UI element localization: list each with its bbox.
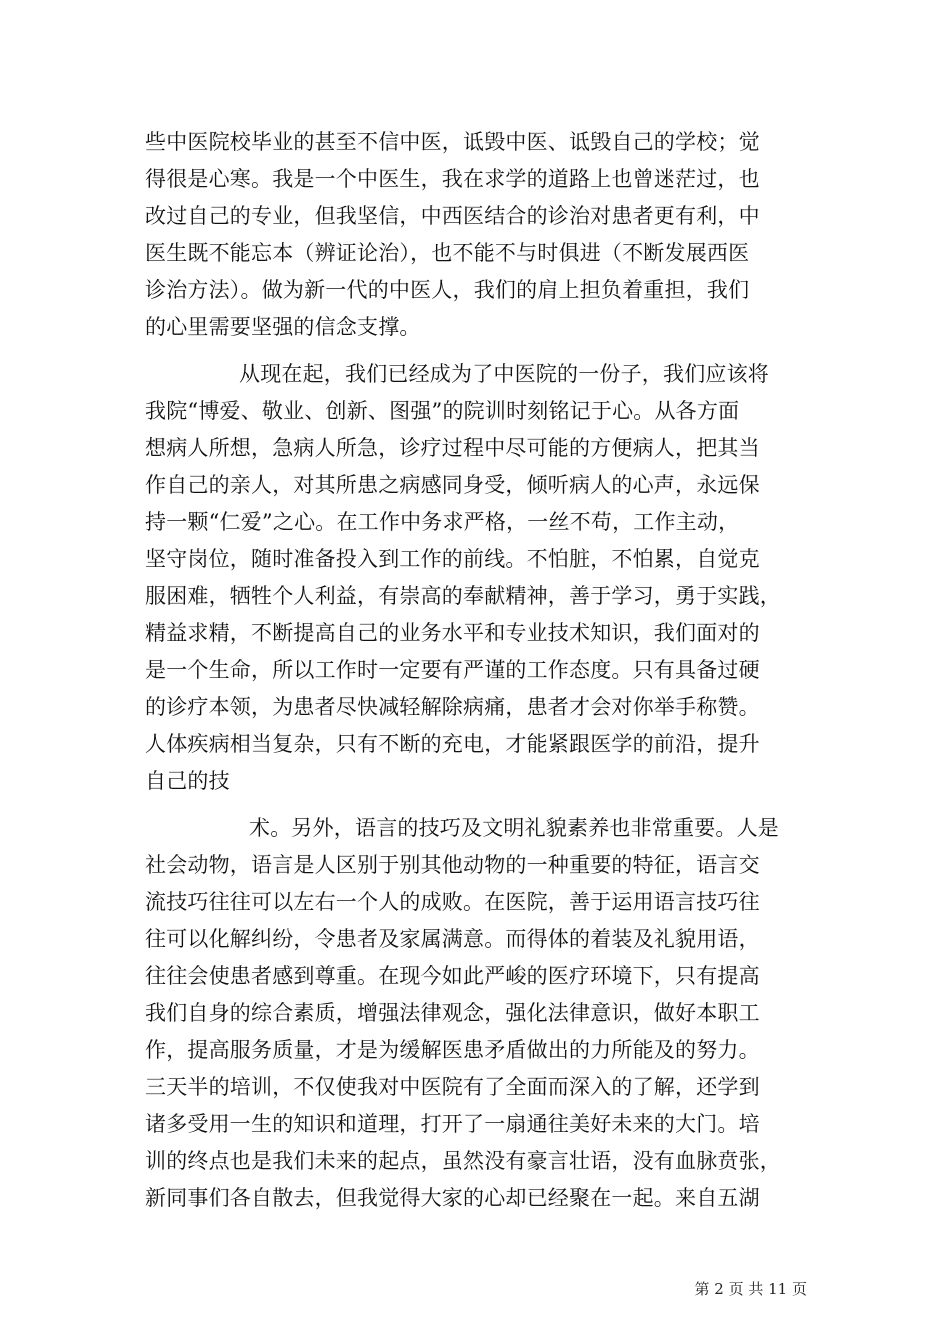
text-line: 我院“博爱、敬业、创新、图强”的院训时刻铭记于心。从各方面 <box>145 399 740 423</box>
paragraph-gap <box>145 800 807 810</box>
text-line: 医生既不能忘本（辨证论治），也不能不与时俱进（不断发展西医 <box>145 241 750 265</box>
text-line: 作，提高服务质量，才是为缓解医患矛盾做出的力所能及的努力。 <box>145 1038 760 1062</box>
text-line: 些中医院校毕业的甚至不信中医，诋毁中医、诋毁自己的学校；觉 <box>145 130 760 154</box>
paragraph-1 <box>145 124 807 346</box>
text-line: 往可以化解纠纷，令患者及家属满意。而得体的着装及礼貌用语， <box>145 927 760 951</box>
text-line: 术。另外，语言的技巧及文明礼貌素养也非常重要。人是 <box>249 816 779 840</box>
text-line: 自己的技 <box>145 769 230 793</box>
paragraph-3 <box>145 810 807 1217</box>
document-page <box>145 124 807 1217</box>
paragraph-2 <box>145 356 807 800</box>
page-number-footer: 第 2 页 共 11 页 <box>694 1280 807 1298</box>
text-line: 社会动物，语言是人区别于别其他动物的一种重要的特征，语言交 <box>145 853 760 877</box>
text-line: 流技巧往往可以左右一个人的成败。在医院，善于运用语言技巧往 <box>145 890 760 914</box>
text-line: 新同事们各自散去，但我觉得大家的心却已经聚在一起。来自五湖 <box>145 1186 760 1210</box>
text-line: 的心里需要坚强的信念支撑。 <box>145 315 421 339</box>
text-line: 诊治方法）。做为新一代的中医人，我们的肩上担负着重担，我们 <box>145 278 750 302</box>
paragraph-gap <box>145 346 807 356</box>
text-line: 想病人所想，急病人所急，诊疗过程中尽可能的方便病人，把其当 <box>145 436 760 460</box>
text-line: 训的终点也是我们未来的起点，虽然没有豪言壮语，没有血脉贲张， <box>145 1149 781 1173</box>
text-line: 坚守岗位，随时准备投入到工作的前线。不怕脏，不怕累，自觉克 <box>145 547 760 571</box>
text-line: 往往会使患者感到尊重。在现今如此严峻的医疗环境下，只有提高 <box>145 964 760 988</box>
text-line: 诸多受用一生的知识和道理，打开了一扇通往美好未来的大门。培 <box>145 1112 760 1136</box>
text-line: 服困难，牺牲个人利益，有崇高的奉献精神，善于学习，勇于实践， <box>145 584 781 608</box>
text-line: 三天半的培训，不仅使我对中医院有了全面而深入的了解，还学到 <box>145 1075 760 1099</box>
text-line: 持一颗“仁爱”之心。在工作中务求严格，一丝不苟，工作主动， <box>145 510 740 534</box>
text-line: 我们自身的综合素质，增强法律观念，强化法律意识，做好本职工 <box>145 1001 760 1025</box>
text-line: 人体疾病相当复杂，只有不断的充电，才能紧跟医学的前沿，提升 <box>145 732 760 756</box>
text-line: 从现在起，我们已经成为了中医院的一份子，我们应该将 <box>239 362 769 386</box>
text-line: 的诊疗本领，为患者尽快减轻解除病痛，患者才会对你举手称赞。 <box>145 695 760 719</box>
text-line: 改过自己的专业，但我坚信，中西医结合的诊治对患者更有利，中 <box>145 204 760 228</box>
text-line: 是一个生命，所以工作时一定要有严谨的工作态度。只有具备过硬 <box>145 658 760 682</box>
text-line: 精益求精，不断提高自己的业务水平和专业技术知识，我们面对的 <box>145 621 760 645</box>
text-line: 作自己的亲人，对其所患之病感同身受，倾听病人的心声，永远保 <box>145 473 760 497</box>
text-line: 得很是心寒。我是一个中医生，我在求学的道路上也曾迷茫过，也 <box>145 167 760 191</box>
